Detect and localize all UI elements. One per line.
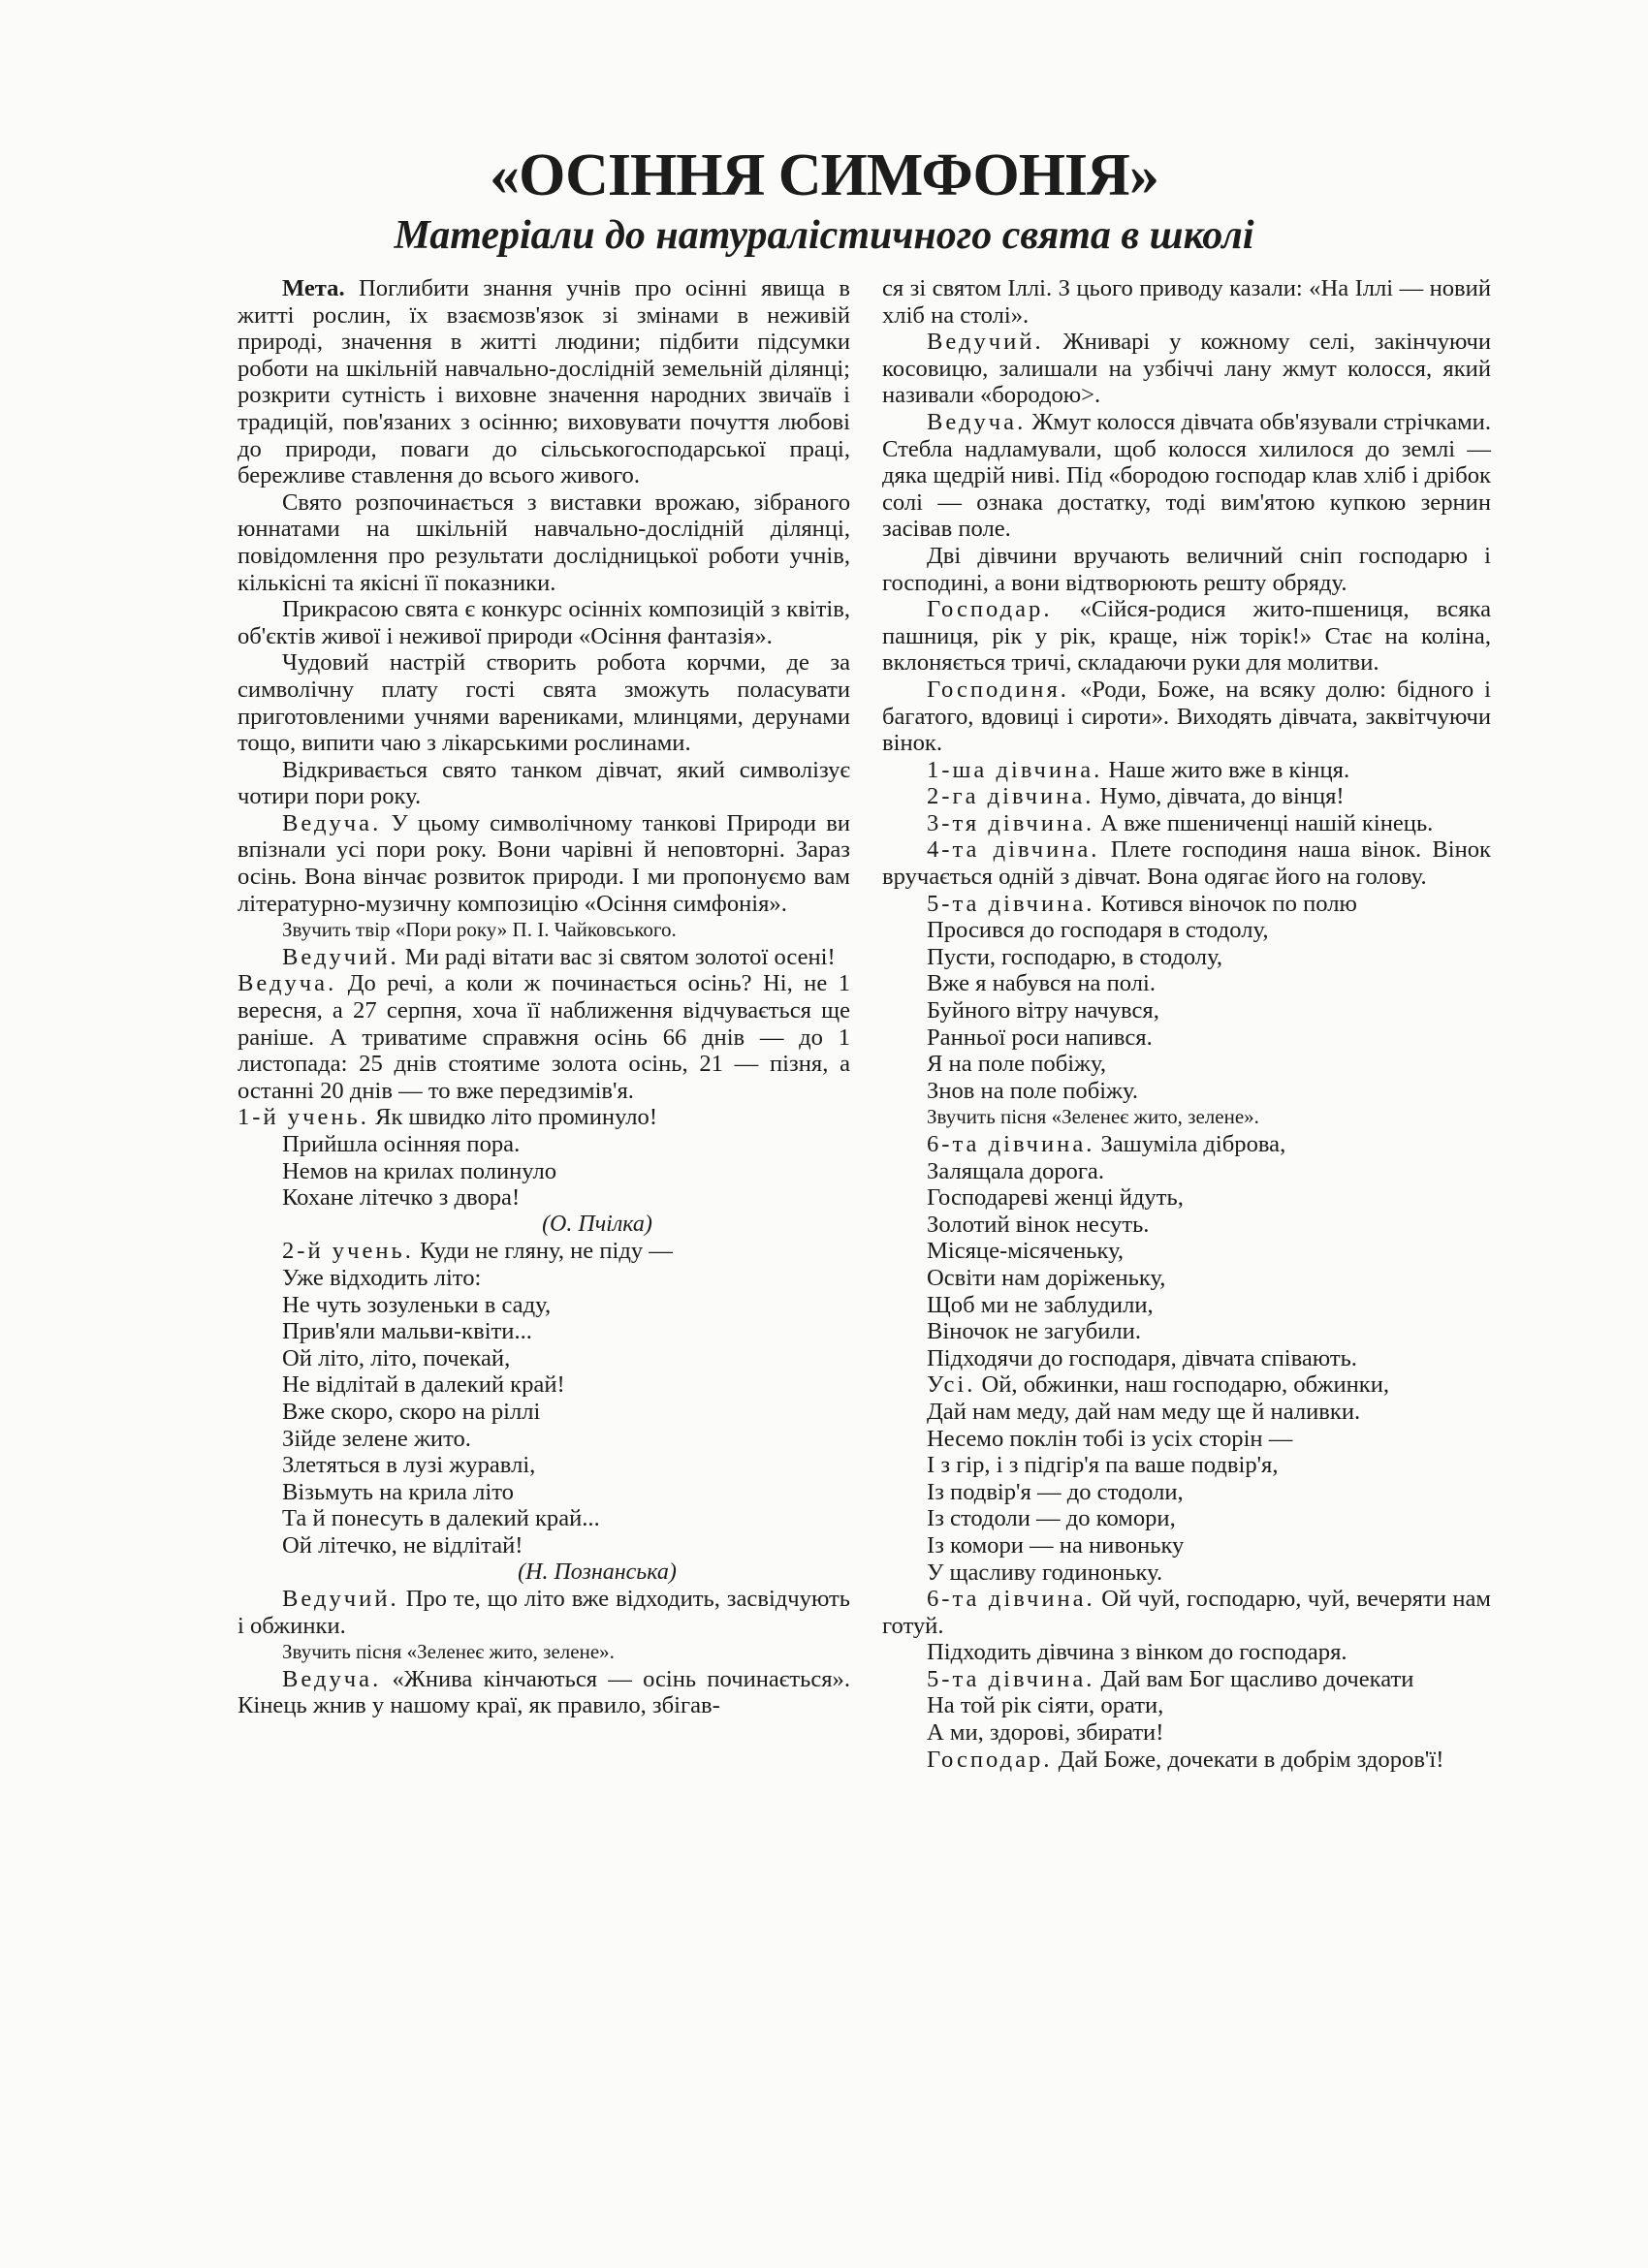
verse-line: Щоб ми не заблудили, [927, 1291, 1154, 1318]
verse-line: Віночок не загубили. [927, 1318, 1141, 1345]
song-verse [882, 1399, 1491, 1586]
verse-line: Підходить дівчина з вінком до господаря. [927, 1639, 1347, 1666]
verse-line: Візьмуть на крила літо [282, 1478, 514, 1505]
page-subtitle: Матеріали до натуралістичного свята в школі [394, 213, 1254, 258]
dialogue-line: 3-тя дівчина. А вже пшениченці нашій кінець. [927, 809, 1434, 836]
poem-attribution: (О. Пчілка) [542, 1211, 652, 1237]
verse-line: Не чуть зозуленьки в саду, [282, 1291, 552, 1318]
verse-line: На той рік сіяти, орати, [927, 1692, 1164, 1719]
dialogue-line: Господар. «Сійся-родися жито-пшениця, всяка пашниця, рік у рік, краще, ніж торік!» Стає на коліна, вклоняється тричі, складаючи руки для молитви. [882, 596, 1491, 677]
verse-line: Я на поле побіжу, [927, 1051, 1107, 1078]
verse-line: Ой літечко, не відлітай! [282, 1531, 523, 1559]
speaker: Ведуча. [238, 970, 337, 997]
dialogue-line: Ведуча. «Жнива кінчаються — осінь починається». Кінець жнив у нашому краї, як правило, збігав- [238, 1665, 850, 1719]
paragraph: Свято розпочинається з виставки врожаю, зібраного юннатами на шкільній навчально-дослідній ділянці, повідомлення про результати дослідницької роботи учнів, кількісні та якісні її показники. [238, 488, 850, 596]
verse-line: Господареві женці йдуть, [927, 1184, 1184, 1212]
song-verse [882, 1158, 1491, 1372]
verse-line: Із подвір'я — до стодоли, [927, 1478, 1184, 1505]
verse-line: А ми, здорові, збирати! [927, 1719, 1164, 1747]
verse-line: Із комори — на нивоньку [927, 1531, 1185, 1559]
dialogue-line: 6-та дівчина. Зашуміла діброва, [927, 1131, 1286, 1157]
speaker: Ведучий. [282, 1586, 399, 1613]
verse-line: Прив'яли мальви-квіти... [282, 1318, 532, 1345]
speaker: 1-ша дівчина. [927, 756, 1103, 783]
dialogue-line: 1-й учень. Як швидко літо проминуло! [238, 1104, 658, 1131]
dialogue-line: Ведучий. Жниварі у кожному селі, закінчуючи косовицю, залишали на узбіччі лану жмут колосся, який називали «бородою>. [882, 329, 1491, 409]
poem-attribution: (Н. Познанська) [518, 1559, 677, 1585]
poem-poznanska [238, 1265, 850, 1559]
verse-line: Буйного вітру начувся, [927, 997, 1159, 1024]
left-column [238, 275, 850, 1719]
verse-line: Підходячи до господаря, дівчата співають. [927, 1344, 1357, 1371]
page-title: «ОСІННЯ СИМФОНІЯ» [490, 142, 1158, 208]
dialogue-line: 1-ша дівчина. Наше жито вже в кінця. [927, 756, 1350, 783]
paragraph: ся зі святом Іллі. З цього приводу казали: «На Іллі — новий хліб на столі». [882, 275, 1491, 329]
verse-line: Не відлітай в далекий край! [282, 1371, 565, 1399]
right-column [882, 275, 1491, 1773]
paragraph: Чудовий настрій створить робота корчми, де за символічну плату гості свята зможуть поласувати приготовленими учнями варениками, млинцями, дерунами тощо, випити чаю з лікарськими рослинами. [238, 649, 850, 757]
verse-line: Освіти нам доріженьку, [927, 1264, 1166, 1291]
goal-paragraph: Мета. Поглибити знання учнів про осінні явища в житті рослин, їх взаємозв'язок зі змінами в неживій природі, значення в житті людини; підбити підсумки роботи на шкільній навчально-дослідній земельній ділянці; розкрити сутність і виховне значення народних звичаїв і традицій, пов'язаних з осінню; виховувати почуття любові до природи, поваги до сільськогосподарської праці, бережливе ставлення до всього живого. [238, 275, 850, 489]
verse-line: Кохане літечко з двора! [282, 1184, 521, 1212]
dialogue-line: 4-та дівчина. Плете господиня наша вінок. Вінок вручається одній з дівчат. Вона одягає його на голову. [882, 836, 1491, 891]
verse-line: Знов на поле побіжу. [927, 1077, 1139, 1104]
verse-line: Золотий вінок несуть. [927, 1211, 1150, 1238]
verse-line: Дай нам меду, дай нам меду ще й наливки. [927, 1398, 1361, 1425]
speaker: Господар. [927, 596, 1053, 623]
song-verse [882, 1692, 1491, 1746]
paragraph: Прикрасою свята є конкурс осінніх композицій з квітів, об'єктів живої і неживої природи «Осіння фантазія». [238, 596, 850, 649]
verse-line: Пусти, господарю, в стодолу, [927, 943, 1223, 970]
verse-line: Місяце-місяченьку, [927, 1238, 1125, 1265]
verse-line: Прийшла осінняя пора. [282, 1131, 521, 1157]
stage-note: Звучить твір «Пори року» П. І. Чайковського. [282, 918, 677, 942]
verse-line: Злетяться в лузі журавлі, [282, 1452, 536, 1479]
speaker: 3-тя дівчина. [927, 809, 1095, 836]
speaker: 1-й учень. [238, 1104, 369, 1131]
verse-line: У щасливу годиноньку. [927, 1559, 1163, 1586]
dialogue-line: Ведуча. До речі, а коли ж починається осінь? Ні, не 1 вересня, а 27 серпня, хоча її наближення відчувається ще раніше. А триватиме справжня осінь 66 днів — до 1 листопада: 25 днів стоятиме золота осінь, 21 — пізня, а останні 20 днів — то вже передзимів'я. [238, 970, 850, 1104]
speaker: 5-та дівчина. [927, 1665, 1095, 1692]
dialogue-line: 6-та дівчина. Ой чуй, господарю, чуй, вечеряти нам готуй. [882, 1586, 1491, 1639]
goal-label: Мета. [282, 275, 345, 301]
dialogue-line: 5-та дівчина. Котився віночок по полю [927, 890, 1357, 917]
verse-line: Та й понесуть в далекий край... [282, 1505, 600, 1532]
speaker: Господиня. [927, 676, 1069, 703]
speaker: Ведуча. [927, 408, 1027, 435]
stage-note: Звучить пісня «Зеленеє жито, зелене». [282, 1640, 615, 1664]
verse-line: Просився до господаря в стодолу, [927, 917, 1269, 944]
speaker: Ведучий. [282, 943, 399, 970]
speaker: Ведучий. [927, 329, 1044, 356]
verse-line: Залящала дорога. [927, 1157, 1105, 1184]
speaker: 4-та дівчина. [927, 836, 1100, 864]
dialogue-line: Ведучий. Ми раді вітати вас зі святом золотої осені! [282, 943, 836, 970]
verse-line: Вже скоро, скоро на ріллі [282, 1398, 541, 1425]
dialogue-line: Усі. Ой, обжинки, наш господарю, обжинки, [927, 1371, 1390, 1399]
speaker: Ведуча. [282, 1665, 382, 1692]
stage-note: Звучить пісня «Зеленеє жито, зелене». [927, 1105, 1259, 1129]
dialogue-line: Ведуча. У цьому символічному танкові Природи ви впізнали усі пори року. Вони чарівні й неповторні. Зараз осінь. Вона вінчає розвиток природи. І ми пропонуємо вам літературно-музичну композицію «Осіння симфонія». [238, 809, 850, 917]
speaker: Ведуча. [282, 809, 382, 836]
dialogue-line: Господар. Дай Боже, дочекати в добрім здоров'ї! [927, 1746, 1444, 1773]
dialogue-line: Ведуча. Жмут колосся дівчата обв'язували стрічками. Стебла надламували, щоб колосся хилилося до землі — дяка щедрій ниві. Під «бородою господар клав хліб і дрібок солі — ознака достатку, тоді вим'ятою купкою зернин засівав поле. [882, 408, 1491, 543]
song-verse [882, 917, 1491, 1104]
dialogue-line: 5-та дівчина. Дай вам Бог щасливо дочекати [927, 1665, 1414, 1692]
verse-line: Зійде зелене жито. [282, 1425, 471, 1452]
verse-line: Із стодоли — до комори, [927, 1505, 1176, 1532]
dialogue-line: 2-га дівчина. Нумо, дівчата, до вінця! [927, 783, 1345, 810]
stage-direction [882, 1639, 1491, 1666]
verse-line: Вже я набувся на полі. [927, 970, 1157, 997]
verse-line: Ой літо, літо, почекай, [282, 1344, 511, 1371]
verse-line: Уже відходить літо: [282, 1264, 482, 1291]
speaker: 5-та дівчина. [927, 890, 1095, 917]
paragraph: Відкривається свято танком дівчат, який символізує чотири пори року. [238, 756, 850, 810]
speaker: Господар. [927, 1746, 1053, 1773]
dialogue-line: 2-й учень. Куди не гляну, не піду — [282, 1238, 673, 1265]
verse-line: Немов на крилах полинуло [282, 1157, 557, 1184]
verse-line: І з гір, і з підгір'я па ваше подвір'я, [927, 1452, 1279, 1479]
speaker: 2-й учень. [282, 1238, 414, 1265]
speaker: 6-та дівчина. [927, 1131, 1095, 1157]
verse-line: Ранньої роси напився. [927, 1024, 1153, 1051]
speaker: 2-га дівчина. [927, 783, 1094, 810]
speaker: Усі. [927, 1371, 976, 1399]
verse-line: Несемо поклін тобі із усіх сторін — [927, 1425, 1293, 1452]
dialogue-line: Господиня. «Роди, Боже, на всяку долю: бідного і багатого, вдовиці і сироти». Виходять дівчата, заквітчуючи вінок. [882, 676, 1491, 757]
poem-pchilka [238, 1131, 850, 1212]
speaker: 6-та дівчина. [927, 1586, 1095, 1613]
dialogue-line: Ведучий. Про те, що літо вже відходить, засвідчують і обжинки. [238, 1586, 850, 1639]
paragraph: Дві дівчини вручають величний сніп господарю і господині, а вони відтворюють решту обряду. [882, 542, 1491, 596]
